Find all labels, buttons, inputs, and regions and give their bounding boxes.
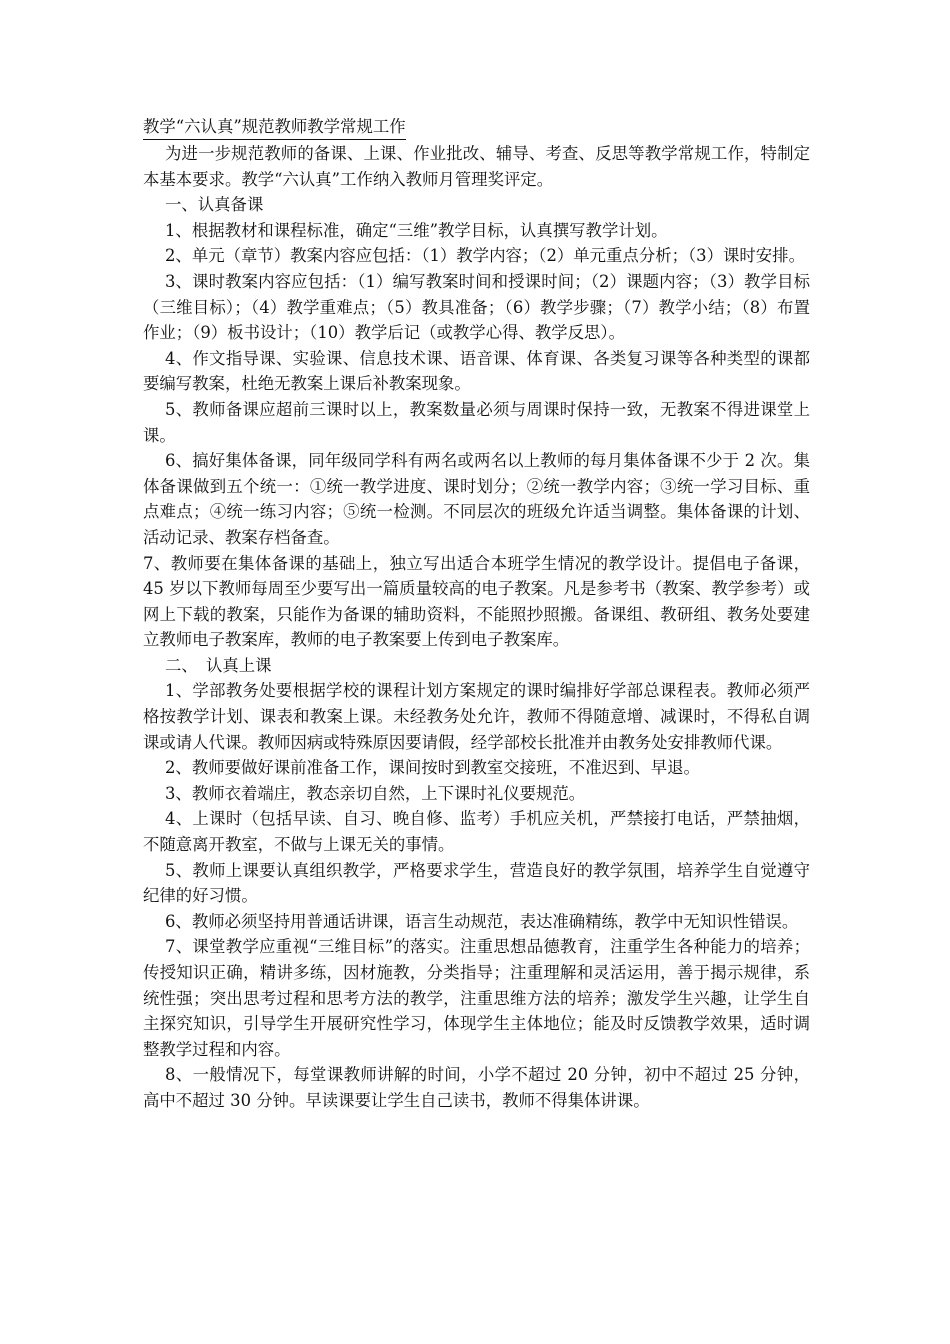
- paragraph: 6、教师必须坚持用普通话讲课，语言生动规范，表达准确精练，教学中无知识性错误。: [165, 911, 799, 931]
- document-page: [143, 114, 810, 1114]
- paragraph: 6、搞好集体备课，同年级同学科有两名或两名以上教师的每月集体备课不少于 2 次。集体备课做到五个统一：①统一教学进度、课时划分；②统一教学内容；③统一学习目标、重点难点；④统一练习内容；⑤统一检测。不同层次的班级允许适当调整。集体备课的计划、活动记录、教案存档备查。: [143, 451, 810, 547]
- paragraph: 1、学部教务处要根据学校的课程计划方案规定的课时编排好学部总课程表。教师必须严格按教学计划、课表和教案上课。未经教务处允许，教师不得随意增、减课时，不得私自调课或请人代课。教师因病或特殊原因要请假，经学部校长批准并由教务处安排教师代课。: [143, 681, 810, 752]
- paragraph: 3、课时教案内容应包括：（1）编写教案时间和授课时间；（2）课题内容；（3）教学目标（三维目标）；（4）教学重难点；（5）教具准备；（6）教学步骤；（7）教学小结；（8）布置作业；（9）板书设计；（10）教学后记（或教学心得、教学反思）。: [143, 271, 810, 343]
- section-heading: 一、认真备课: [165, 195, 264, 215]
- section-heading: 二、 认真上课: [165, 655, 272, 675]
- paragraph: 3、教师衣着端庄，教态亲切自然，上下课时礼仪要规范。: [165, 783, 586, 803]
- paragraph: 4、上课时（包括早读、自习、晚自修、监考）手机应关机，严禁接打电话，严禁抽烟，不随意离开教室，不做与上课无关的事情。: [143, 809, 810, 855]
- paragraph: 7、课堂教学应重视“三维目标”的落实。注重思想品德教育，注重学生各种能力的培养；传授知识正确，精讲多练，因材施教，分类指导；注重理解和灵活运用，善于揭示规律，系统性强；突出思考过程和思考方法的教学，注重思维方法的培养；激发学生兴趣，让学生自主探究知识，引导学生开展研究性学习，体现学生主体地位；能及时反馈教学效果，适时调整教学过程和内容。: [143, 937, 810, 1059]
- paragraph: 为进一步规范教师的备课、上课、作业批改、辅导、考查、反思等教学常规工作，特制定本基本要求。教学“六认真”工作纳入教师月管理奖评定。: [143, 144, 810, 189]
- paragraph: 5、教师上课要认真组织教学，严格要求学生，营造良好的教学氛围，培养学生自觉遵守纪律的好习惯。: [143, 860, 810, 906]
- document-body: [143, 141, 810, 1114]
- document-title: 教学“六认真”规范教师教学常规工作: [143, 115, 406, 140]
- paragraph: 8、一般情况下，每堂课教师讲解的时间，小学不超过 20 分钟，初中不超过 25 分钟，高中不超过 30 分钟。早读课要让学生自己读书，教师不得集体讲课。: [143, 1065, 810, 1110]
- paragraph: 2、教师要做好课前准备工作，课间按时到教室交接班，不准迟到、早退。: [165, 758, 700, 778]
- paragraph: 4、作文指导课、实验课、信息技术课、语音课、体育课、各类复习课等各种类型的课都要编写教案，杜绝无教案上课后补教案现象。: [143, 348, 810, 394]
- paragraph: 2、单元（章节）教案内容应包括：（1）教学内容；（2）单元重点分析；（3）课时安排。: [165, 246, 805, 266]
- paragraph: 7、教师要在集体备课的基础上，独立写出适合本班学生情况的教学设计。提倡电子备课，45 岁以下教师每周至少要写出一篇质量较高的电子教案。凡是参考书（教案、教学参考）或网上下载的教案，只能作为备课的辅助资料，不能照抄照搬。备课组、教研组、教务处要建立教师电子教案库，教师的电子教案要上传到电子教案库。: [143, 553, 810, 650]
- paragraph: 5、教师备课应超前三课时以上，教案数量必须与周课时保持一致，无教案不得进课堂上课。: [143, 399, 810, 445]
- paragraph: 1、根据教材和课程标准，确定“三维”教学目标，认真撰写教学计划。: [165, 220, 668, 240]
